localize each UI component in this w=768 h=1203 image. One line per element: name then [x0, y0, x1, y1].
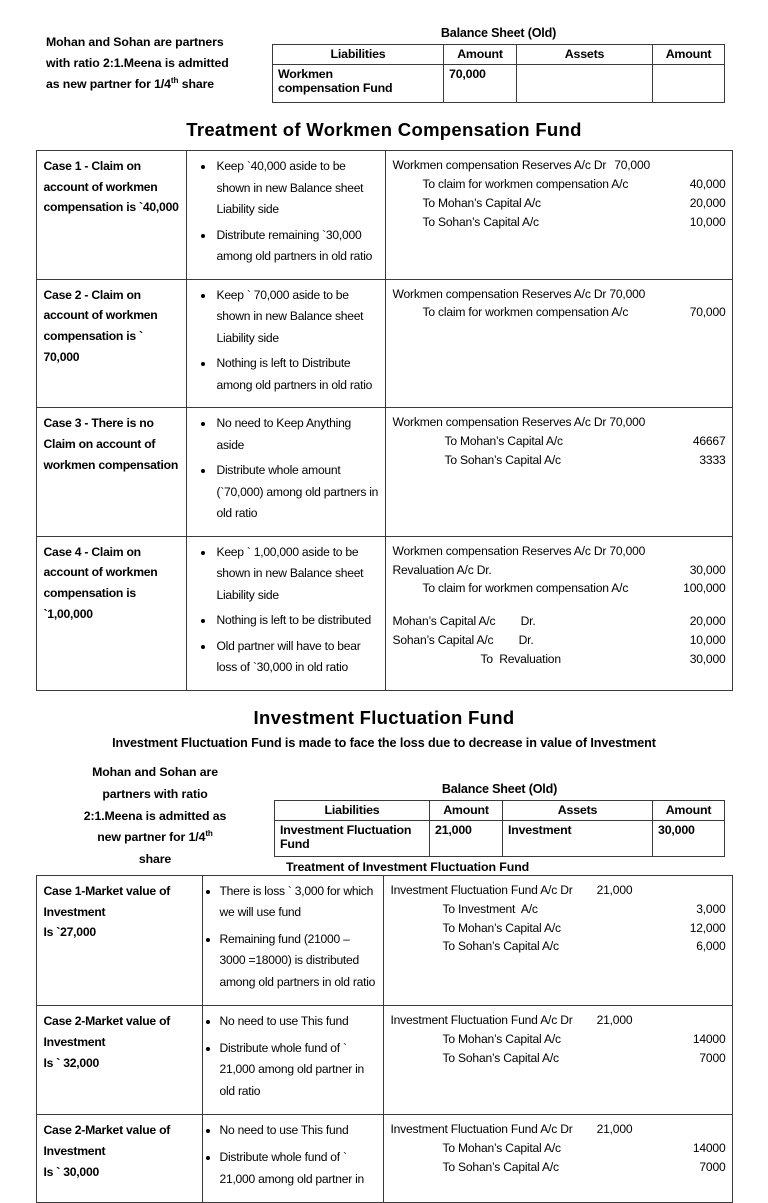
wcf-intro-superscript: th: [170, 76, 179, 86]
case-points-cell: [202, 875, 383, 1006]
journal-line: [391, 1049, 726, 1068]
journal-amount: 21,000: [596, 882, 633, 897]
journal-account-name: To Sohan’s Capital A/c: [442, 1160, 559, 1175]
table-header-row: [273, 45, 725, 65]
case-label-line: Investment: [43, 1035, 106, 1050]
case-label-line: Case 2-Market value of: [43, 1123, 171, 1138]
case-label-cell: [36, 1115, 202, 1203]
case-row: [36, 279, 732, 408]
journal-spacer: [393, 598, 726, 612]
cell-liability: [273, 65, 444, 103]
journal-account-name: Mohan’s Capital A/c Dr.: [392, 614, 536, 629]
iff-intro-line-3: 2:1.Meena is admitted as: [83, 808, 227, 823]
journal-amount: 10,000: [689, 214, 726, 229]
journal-entry: [393, 413, 726, 470]
journal-line: [391, 937, 726, 956]
journal-line: [393, 631, 726, 650]
case-point-item: • Distribute whole fund of ` 21,000 among old partner in: [220, 1147, 377, 1190]
journal-line: [391, 1030, 726, 1049]
case-row: [36, 1006, 732, 1115]
iff-intro-line-1: Mohan and Sohan are: [92, 764, 218, 779]
case-label-line: Case 1-Market value of: [43, 883, 171, 898]
iff-balance-sheet-title: Balance Sheet (Old): [441, 781, 558, 796]
case-label-line: Is ` 32,000: [43, 1055, 100, 1070]
iff-subheading: Investment Fluctuation Fund is made to face the loss due to decrease in value of Investment: [112, 735, 656, 750]
case-label-line: account of workmen: [43, 308, 158, 323]
case-label-line: Is ` 30,000: [43, 1164, 100, 1179]
journal-account-name: To Mohan’s Capital A/c: [442, 1141, 561, 1156]
journal-amount: 6,000: [696, 939, 726, 954]
case-label-cell: [36, 408, 186, 537]
journal-line: [393, 579, 726, 598]
journal-line: [393, 542, 726, 561]
case-point-item: • Nothing is left to be distributed: [215, 610, 379, 632]
case-points-cell: [186, 408, 385, 537]
cell-liability: [275, 820, 430, 856]
iff-intro-line-5: share: [138, 852, 172, 867]
case-label-line: compensation is: [43, 586, 136, 601]
journal-line: [393, 175, 726, 194]
case-points-cell: [186, 536, 385, 690]
table-row: [275, 820, 725, 856]
case-label-cell: [36, 875, 202, 1006]
case-points-list: [210, 1011, 377, 1102]
iff-intro-row: [0, 760, 768, 875]
case-point-item: • Distribute whole fund of ` 21,000 among old partner in old ratio: [220, 1038, 377, 1103]
journal-account-name: To Sohan’s Capital A/c: [442, 939, 559, 954]
case-journal-cell: [385, 151, 732, 280]
journal-amount: 30,000: [689, 562, 726, 577]
iff-balance-sheet-wrap: [274, 760, 725, 875]
journal-line: [393, 451, 726, 470]
case-points-cell: [202, 1006, 383, 1115]
wcf-balance-sheet-table: [272, 44, 725, 103]
case-label-line: compensation is `40,000: [43, 200, 179, 215]
col-header-liabilities: Liabilities: [273, 45, 444, 65]
case-row: [36, 151, 732, 280]
case-point-item: • Keep ` 70,000 aside to be shown in new Balance sheet Liability side: [215, 285, 379, 350]
journal-line: [393, 413, 726, 432]
journal-amount: 21,000: [596, 1122, 633, 1137]
case-row: [36, 408, 732, 537]
case-point-item: • Distribute remaining `30,000 among old partners in old ratio: [215, 225, 379, 268]
journal-line: [393, 561, 726, 580]
journal-account-name: Workmen compensation Reserves A/c Dr 70,000: [392, 543, 646, 558]
iff-section-heading: Investment Fluctuation Fund: [253, 706, 515, 728]
case-journal-cell: [383, 1006, 732, 1115]
journal-entry: [393, 542, 726, 669]
journal-account-name: To claim for workmen compensation A/c: [422, 581, 629, 596]
case-label-line: account of workmen: [43, 179, 158, 194]
journal-amount: 46667: [692, 434, 726, 449]
case-label-line: Claim on account of: [43, 436, 156, 451]
cell-asset-amount: 30,000: [653, 820, 725, 856]
iff-intro-text: [46, 760, 264, 871]
journal-account-name: To Sohan’s Capital A/c: [422, 214, 539, 229]
journal-account-name: To Mohan’s Capital A/c: [444, 434, 563, 449]
case-point-item: • Nothing is left to Distribute among old partners in old ratio: [215, 353, 379, 396]
case-points-list: [194, 285, 379, 397]
case-points-cell: [202, 1115, 383, 1203]
table-row: [273, 65, 725, 103]
journal-account-name: To claim for workmen compensation A/c: [422, 176, 629, 191]
journal-entry: [393, 156, 726, 231]
journal-line: [391, 1139, 726, 1158]
journal-line: [391, 1120, 726, 1139]
journal-amount: 10,000: [689, 633, 726, 648]
case-points-cell: [186, 151, 385, 280]
journal-entry: [391, 1120, 726, 1177]
journal-amount: 14000: [692, 1032, 726, 1047]
cell-liability-line-1: Investment Fluctuation: [280, 822, 412, 837]
case-point-item: • Distribute whole amount (`70,000) among old partners in old ratio: [215, 460, 379, 525]
journal-account-name: Sohan’s Capital A/c Dr.: [392, 633, 534, 648]
journal-account-name: Workmen compensation Reserves A/c Dr 70,000: [392, 286, 646, 301]
journal-account-name: Investment Fluctuation Fund A/c Dr: [390, 1013, 573, 1028]
journal-line: [391, 919, 726, 938]
journal-line: [393, 612, 726, 631]
iff-cases-body: [36, 875, 732, 1202]
cell-liability-amount: 21,000: [430, 820, 503, 856]
cell-liability-amount: 70,000: [444, 65, 517, 103]
journal-account-name: To Mohan’s Capital A/c: [422, 195, 541, 210]
col-header-amount-right: Amount: [653, 800, 725, 820]
case-point-item: • No need to use This fund: [220, 1120, 377, 1142]
table-header-row: [275, 800, 725, 820]
journal-entry: [391, 1011, 726, 1068]
case-label-line: Investment: [43, 904, 106, 919]
case-point-item: • Keep ` 1,00,000 aside to be shown in new Balance sheet Liability side: [215, 542, 379, 607]
journal-line: [393, 285, 726, 304]
case-label-cell: [36, 1006, 202, 1115]
case-point-item: • Keep `40,000 aside to be shown in new Balance sheet Liability side: [215, 156, 379, 221]
journal-amount: 70,000: [614, 158, 651, 172]
wcf-intro-row: [0, 0, 768, 103]
journal-account-name: To Sohan’s Capital A/c: [442, 1051, 559, 1066]
case-label-cell: [36, 279, 186, 408]
journal-line: [393, 156, 726, 175]
journal-line: [393, 194, 726, 213]
journal-amount: 7000: [699, 1051, 726, 1066]
journal-amount: 20,000: [689, 195, 726, 210]
cell-asset: [517, 65, 653, 103]
case-point-item: • No need to use This fund: [220, 1011, 377, 1033]
iff-intro-line-2: partners with ratio: [102, 786, 208, 801]
wcf-balance-sheet-wrap: [272, 26, 725, 103]
case-label-line: Case 4 - Claim on: [43, 544, 141, 559]
journal-account-name: To Investment A/c: [442, 901, 538, 916]
iff-intro-superscript: th: [205, 829, 213, 839]
col-header-amount-right: Amount: [653, 45, 725, 65]
journal-amount: 30,000: [689, 652, 726, 667]
case-row: [36, 875, 732, 1006]
journal-line: [391, 1158, 726, 1177]
cell-liability-line-2: Fund: [280, 836, 310, 851]
iff-treatment-heading: Treatment of Investment Fluctuation Fund: [286, 859, 530, 874]
case-point-item: • Old partner will have to bear loss of `30,000 in old ratio: [215, 636, 379, 679]
case-row: [36, 1115, 732, 1203]
journal-amount: 40,000: [689, 176, 726, 191]
case-label-line: Investment: [43, 1144, 106, 1159]
journal-account-name: To claim for workmen compensation A/c: [422, 305, 629, 320]
col-header-assets: Assets: [503, 800, 653, 820]
journal-account-name: Revaluation A/c Dr.: [392, 562, 492, 577]
journal-account-name: To Revaluation: [480, 652, 561, 667]
cell-liability-line-2: compensation Fund: [278, 81, 393, 95]
journal-account-name: Workmen compensation Reserves A/c Dr 70,000: [392, 415, 646, 430]
case-label-line: Case 2 - Claim on: [43, 287, 141, 302]
case-journal-cell: [385, 279, 732, 408]
case-row: [36, 536, 732, 690]
journal-line: [393, 303, 726, 322]
case-point-item: • Remaining fund (21000 – 3000 =18000) is distributed among old partners in old ratio: [220, 929, 377, 994]
case-points-list: [194, 413, 379, 525]
journal-line: [393, 432, 726, 451]
journal-amount: 14000: [692, 1141, 726, 1156]
journal-line: [391, 881, 726, 900]
wcf-intro-line-3: [46, 74, 264, 95]
journal-line: [393, 213, 726, 232]
journal-amount: 12,000: [689, 920, 726, 935]
journal-amount: 70,000: [689, 305, 726, 320]
case-point-item: • No need to Keep Anything aside: [215, 413, 379, 456]
journal-account-name: Workmen compensation Reserves A/c Dr: [392, 158, 607, 172]
case-label-cell: [36, 151, 186, 280]
iff-balance-sheet-table: [274, 800, 725, 857]
wcf-section-heading: Treatment of Workmen Compensation Fund: [186, 119, 582, 140]
journal-line: [391, 1011, 726, 1030]
cell-liability-line-1: Workmen: [278, 67, 333, 81]
wcf-balance-sheet-title: Balance Sheet (Old): [440, 26, 557, 40]
journal-account-name: To Sohan’s Capital A/c: [444, 452, 561, 467]
wcf-intro-line-2: with ratio 2:1.Meena is admitted: [46, 56, 229, 71]
col-header-liabilities: Liabilities: [275, 800, 430, 820]
journal-entry: [393, 285, 726, 323]
iff-cases-table: [36, 875, 733, 1203]
journal-account-name: To Mohan’s Capital A/c: [442, 1032, 561, 1047]
case-label-line: account of workmen: [43, 565, 158, 580]
case-points-cell: [186, 279, 385, 408]
wcf-cases-table: [36, 150, 733, 691]
case-label-cell: [36, 536, 186, 690]
case-points-list: [194, 156, 379, 268]
wcf-intro-text: [46, 26, 264, 96]
case-journal-cell: [383, 1115, 732, 1203]
journal-account-name: Investment Fluctuation Fund A/c Dr: [390, 1122, 573, 1137]
cell-asset: Investment: [503, 820, 653, 856]
case-points-list: [210, 881, 377, 994]
journal-entry: [391, 881, 726, 956]
cell-asset-amount: [653, 65, 725, 103]
case-label-line: Is `27,000: [43, 925, 96, 940]
case-points-list: [210, 1120, 377, 1190]
journal-amount: 20,000: [689, 614, 726, 629]
case-label-line: workmen compensation: [43, 457, 179, 472]
journal-amount: 7000: [699, 1160, 726, 1175]
wcf-intro-line-3-text: as new partner for 1/4: [46, 77, 171, 92]
case-point-item: • There is loss ` 3,000 for which we will use fund: [220, 881, 377, 924]
case-label-line: Case 1 - Claim on: [43, 159, 141, 173]
case-journal-cell: [383, 875, 732, 1006]
journal-line: [391, 900, 726, 919]
col-header-amount-left: Amount: [430, 800, 503, 820]
journal-account-name: Investment Fluctuation Fund A/c Dr: [390, 882, 573, 897]
journal-amount: 3333: [699, 452, 726, 467]
journal-amount: 21,000: [596, 1013, 633, 1028]
wcf-cases-body: [36, 151, 732, 691]
iff-intro-line-4: [46, 827, 264, 849]
journal-account-name: To Mohan’s Capital A/c: [442, 920, 561, 935]
col-header-assets: Assets: [517, 45, 653, 65]
iff-intro-line-4-text: new partner for 1/4: [97, 830, 206, 845]
case-label-line: `1,00,000: [43, 606, 93, 621]
case-label-line: Case 3 - There is no: [43, 416, 154, 431]
journal-amount: 3,000: [696, 901, 726, 916]
wcf-intro-line-3-tail: share: [178, 77, 215, 92]
col-header-amount-left: Amount: [444, 45, 517, 65]
journal-amount: 100,000: [683, 581, 726, 596]
case-label-line: compensation is ` 70,000: [43, 329, 143, 364]
case-journal-cell: [385, 536, 732, 690]
case-points-list: [194, 542, 379, 679]
wcf-intro-line-1: Mohan and Sohan are partners: [46, 35, 224, 49]
case-label-line: Case 2-Market value of: [43, 1014, 171, 1029]
case-journal-cell: [385, 408, 732, 537]
journal-line: [393, 650, 726, 669]
